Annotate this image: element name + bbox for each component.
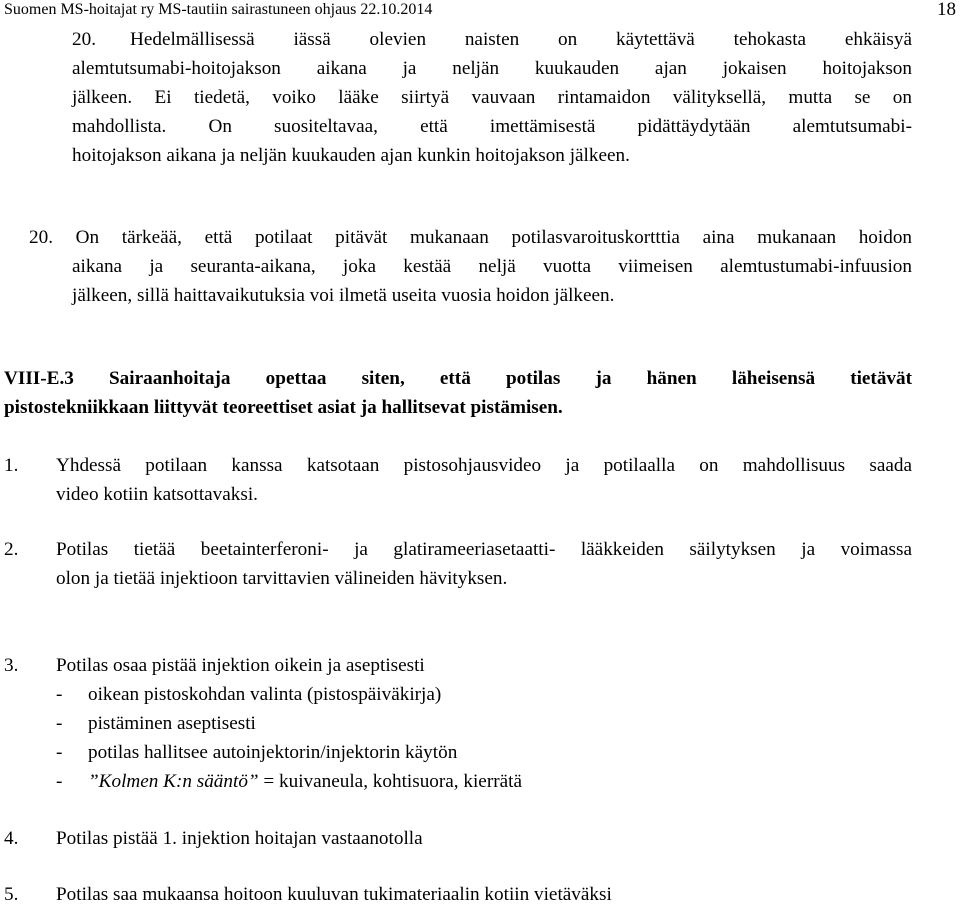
page-header: Suomen MS-hoitajat ry MS-tautiin sairastuneen ohjaus 22.10.2014: [4, 1, 433, 18]
list-item-5: [4, 880, 912, 909]
paragraph-20-warning-card: [29, 223, 912, 310]
list-number: 5.: [4, 884, 19, 905]
paragraph-number: 20.: [29, 227, 53, 248]
paragraph-line: mahdollista. On suositeltavaa, että imettämisestä pidättäydytään alemtutsumabi-: [72, 116, 912, 137]
sub-item-text: [88, 767, 522, 796]
list-line: Yhdessä potilaan kanssa katsotaan pistosohjausvideo ja potilaalla on mahdollisuus saada: [56, 455, 912, 476]
list-line: olon ja tietää injektioon tarvittavien välineiden hävityksen.: [56, 568, 508, 589]
paragraph-line: hoitojakson aikana ja neljän kuukauden ajan kunkin hoitojakson jälkeen.: [72, 145, 630, 166]
dash-marker: -: [56, 684, 63, 705]
paragraph-line: jälkeen, sillä haittavaikutuksia voi ilmetä useita vuosia hoidon jälkeen.: [72, 285, 615, 306]
sub-list-item: [56, 767, 912, 796]
list-number: 2.: [4, 539, 19, 560]
dash-marker: -: [56, 713, 63, 734]
paragraph-20-contraception: [72, 25, 912, 170]
sub-list-item: [56, 738, 912, 767]
list-line: video kotiin katsottavaksi.: [56, 484, 258, 505]
list-number: 1.: [4, 455, 19, 476]
paragraph-line: alemtutsumabi-hoitojakson aikana ja neljän kuukauden ajan jokaisen hoitojakson: [72, 58, 912, 79]
dash-marker: -: [56, 742, 63, 763]
paragraph-number: 20.: [72, 29, 96, 50]
list-line: Potilas saa mukaansa hoitoon kuuluvan tukimateriaalin kotiin vietäväksi: [56, 884, 612, 905]
list-item-4: [4, 824, 912, 853]
list-number: 3.: [4, 655, 19, 676]
page-number: 18: [937, 0, 956, 20]
heading-line: pistostekniikkaan liittyvät teoreettiset asiat ja hallitsevat pistämisen.: [4, 397, 563, 418]
paragraph-text: On tärkeää, että potilaat pitävät mukanaan potilasvaroituskortttia aina mukanaan hoidon: [75, 227, 913, 248]
paragraph-line: aikana ja seuranta-aikana, joka kestää neljä vuotta viimeisen alemtustumabi-infuusion: [72, 256, 912, 277]
list-line: Potilas osaa pistää injektion oikein ja aseptisesti: [56, 655, 425, 676]
paragraph-text: Hedelmällisessä iässä olevien naisten on käytettävä tehokasta ehkäisyä: [129, 29, 912, 50]
paragraph-line: [29, 223, 912, 252]
sub-list-item: [56, 709, 912, 738]
sub-list-item: [56, 680, 912, 709]
list-item-3: [4, 651, 912, 796]
list-item-2: [4, 535, 912, 593]
paragraph-line: jälkeen. Ei tiedetä, voiko lääke siirtyä vauvaan rintamaidon välityksellä, mutta se on: [72, 87, 912, 108]
list-number: 4.: [4, 828, 19, 849]
sub-item-text: pistäminen aseptisesti: [88, 713, 256, 734]
sub-item-text: oikean pistoskohdan valinta (pistospäiväkirja): [88, 684, 442, 705]
rule-name-italic: ”Kolmen K:n sääntö”: [88, 771, 259, 792]
list-item-1: [4, 451, 912, 509]
section-heading: [4, 364, 912, 422]
paragraph-line: [72, 25, 912, 54]
sub-item-text: potilas hallitsee autoinjektorin/injektorin käytön: [88, 742, 458, 763]
list-line: Potilas pistää 1. injektion hoitajan vastaanotolla: [56, 828, 423, 849]
list-line: Potilas tietää beetainterferoni- ja glatirameeriasetaatti- lääkkeiden säilytyksen ja voimassa: [56, 539, 912, 560]
heading-line: VIII-E.3 Sairaanhoitaja opettaa siten, että potilas ja hänen läheisensä tietävät: [4, 368, 912, 389]
dash-marker: -: [56, 771, 63, 792]
sub-list: [56, 680, 912, 796]
rule-description: = kuivaneula, kohtisuora, kierrätä: [258, 771, 522, 792]
